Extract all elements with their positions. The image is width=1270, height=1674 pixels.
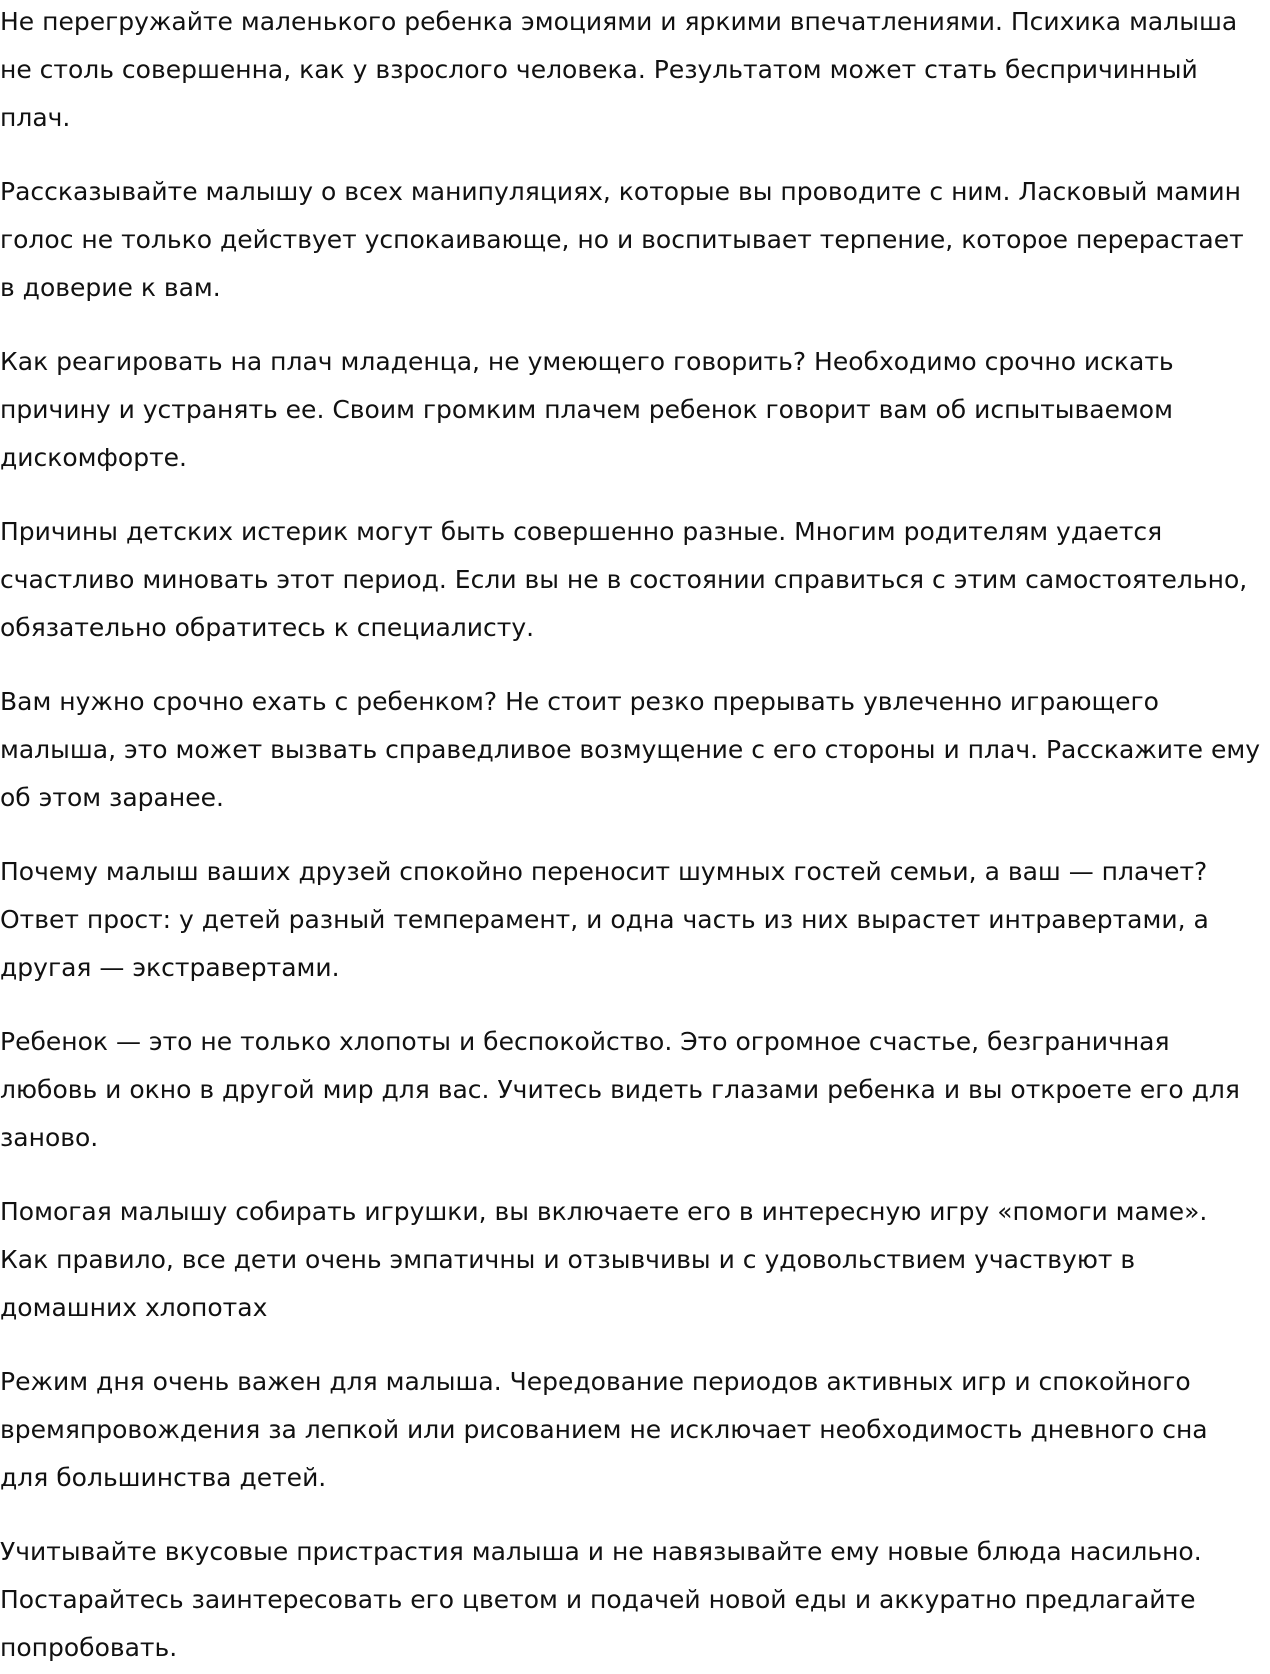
paragraph-3: Как реагировать на плач младенца, не умеющего говорить? Необходимо срочно искать причину и устранять ее. Своим громким плачем ребенок говорит вам об испытываемом дискомфорте. <box>0 347 1174 472</box>
paragraph-2: Рассказывайте малышу о всех манипуляциях, которые вы проводите с ним. Ласковый мамин голос не только действует успокаивающе, но и воспитывает терпение, которое перерастает в доверие к вам. <box>0 177 1244 302</box>
paragraph-10: Учитывайте вкусовые пристрастия малыша и не навязывайте ему новые блюда насильно. Постарайтесь заинтересовать его цветом и подачей новой еды и аккуратно предлагайте попробовать. <box>0 1537 1202 1662</box>
paragraph-6: Почему малыш ваших друзей спокойно переносит шумных гостей семьи, а ваш — плачет? Ответ прост: у детей разный темперамент, и одна часть из них вырастет интравертами, а другая — экстравертами. <box>0 857 1209 982</box>
paragraph-5: Вам нужно срочно ехать с ребенком? Не стоит резко прерывать увлеченно играющего малыша, это может вызвать справедливое возмущение с его стороны и плач. Расскажите ему об этом заранее. <box>0 687 1260 812</box>
paragraph-1: Не перегружайте маленького ребенка эмоциями и яркими впечатлениями. Психика малыша не столь совершенна, как у взрослого человека. Результатом может стать беспричинный плач. <box>0 7 1238 132</box>
paragraph-8: Помогая малышу собирать игрушки, вы включаете его в интересную игру «помоги маме». Как правило, все дети очень эмпатичны и отзывчивы и с удовольствием участвуют в домашних хлопотах <box>0 1197 1208 1322</box>
paragraph-4: Причины детских истерик могут быть совершенно разные. Многим родителям удается счастливо миновать этот период. Если вы не в состоянии справиться с этим самостоятельно, обязательно обратитесь к специалисту. <box>0 517 1248 642</box>
paragraph-7: Ребенок — это не только хлопоты и беспокойство. Это огромное счастье, безграничная любовь и окно в другой мир для вас. Учитесь видеть глазами ребенка и вы откроете его для заново. <box>0 1027 1240 1152</box>
paragraph-9: Режим дня очень важен для малыша. Чередование периодов активных игр и спокойного времяпровождения за лепкой или рисованием не исключает необходимость дневного сна для большинства детей. <box>0 1367 1208 1492</box>
